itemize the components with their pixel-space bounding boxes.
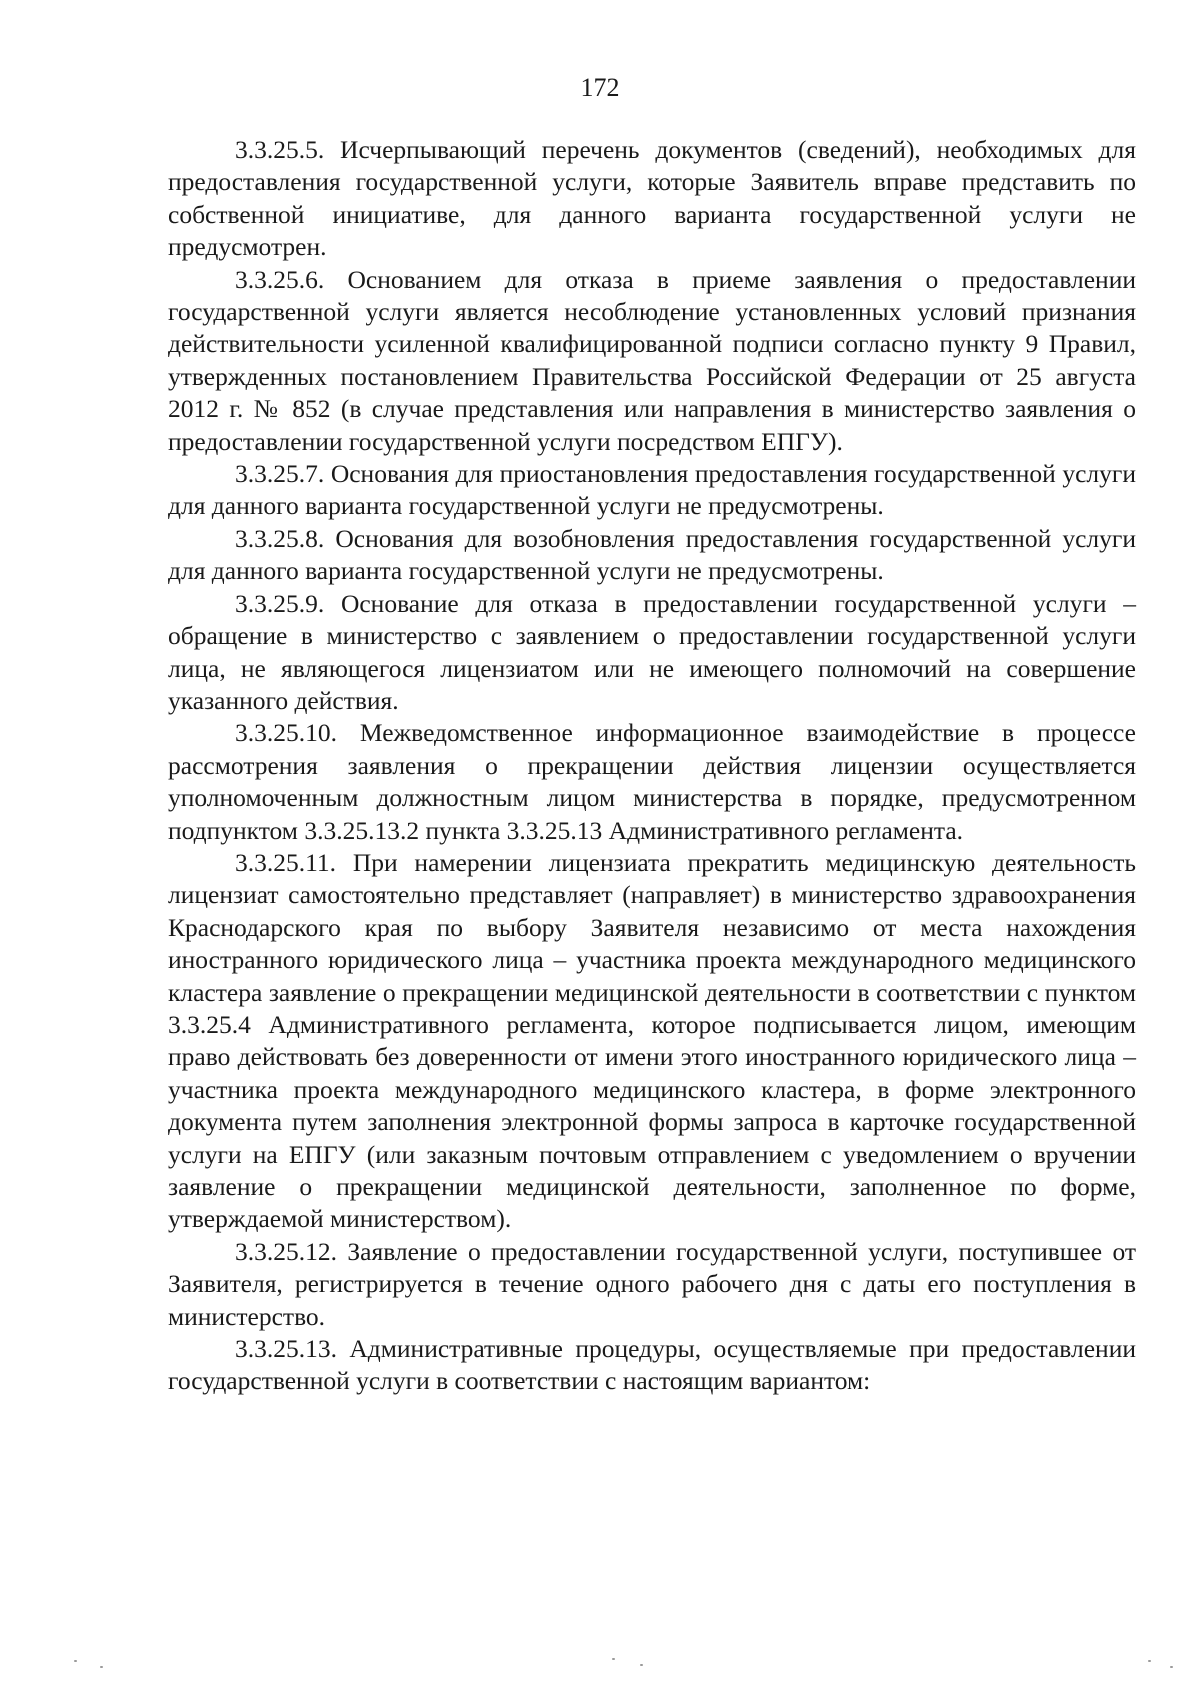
paragraph-3-3-25-10: 3.3.25.10. Межведомственное информационное взаимодействие в процессе рассмотрения заявления о прекращении действия лицензии осуществляется уполномоченным должностным лицом министерства в порядке, предусмотренном подпунктом 3.3.25.13.2 пункта 3.3.25.13 Административного регламента. <box>168 718 1136 845</box>
paragraph-3-3-25-12: 3.3.25.12. Заявление о предоставлении государственной услуги, поступившее от Заявителя, регистрируется в течение одного рабочего дня с даты его поступления в министерство. <box>168 1236 1136 1331</box>
paragraph-3-3-25-11: 3.3.25.11. При намерении лицензиата прекратить медицинскую деятельность лицензиат самостоятельно представляет (направляет) в министерство здравоохранения Краснодарского края по выбору Заявителя независимо от места нахождения иностранного юридического лица – участника проекта международного медицинского кластера заявление о прекращении медицинской деятельности в соответствии с пунктом 3.3.25.4 Административного регламента, которое подписывается лицом, имеющим право действовать без доверенности от имени этого иностранного юридического лица – участника проекта международного медицинского кластера, в форме электронного документа путем заполнения электронной формы запроса в карточке государственной услуги на ЕПГУ (или заказным почтовым отправлением с уведомлением о вручении заявление о прекращении медицинской деятельности, заполненное по форме, утверждаемой министерством). <box>168 847 1136 1234</box>
paragraph-3-3-25-6: 3.3.25.6. Основанием для отказа в приеме заявления о предоставлении государственной услуги является несоблюдение установленных условий признания действительности усиленной квалифицированной подписи согласно пункту 9 Правил, утвержденных постановлением Правительства Российской Федерации от 25 августа 2012 г. № 852 (в случае представления или направления в министерство заявления о предоставлении государственной услуги посредством ЕПГУ). <box>168 264 1136 456</box>
paragraph-3-3-25-13: 3.3.25.13. Административные процедуры, осуществляемые при предоставлении государственной услуги в соответствии с настоящим вариантом: <box>168 1334 1136 1396</box>
paragraph-3-3-25-8: 3.3.25.8. Основания для возобновления предоставления государственной услуги для данного варианта государственной услуги не предусмотрены. <box>168 523 1136 586</box>
paragraph-3-3-25-9: 3.3.25.9. Основание для отказа в предоставлении государственной услуги – обращение в министерство с заявлением о предоставлении государственной услуги лица, не являющегося лицензиатом или не имеющего полномочий на совершение указанного действия. <box>168 588 1136 715</box>
scan-speck <box>74 1660 77 1662</box>
scan-speck <box>1170 1666 1173 1668</box>
scan-speck <box>612 1658 615 1660</box>
document-body <box>168 134 1136 1398</box>
scan-speck <box>100 1666 103 1668</box>
scan-speck <box>1148 1660 1151 1662</box>
page-number: 172 <box>580 73 620 102</box>
paragraph-3-3-25-7: 3.3.25.7. Основания для приостановления предоставления государственной услуги для данного варианта государственной услуги не предусмотрены. <box>168 459 1136 521</box>
scan-speck <box>640 1664 643 1666</box>
paragraph-3-3-25-5: 3.3.25.5. Исчерпывающий перечень документов (сведений), необходимых для предоставления государственной услуги, которые Заявитель вправе представить по собственной инициативе, для данного варианта государственной услуги не предусмотрен. <box>168 135 1136 262</box>
